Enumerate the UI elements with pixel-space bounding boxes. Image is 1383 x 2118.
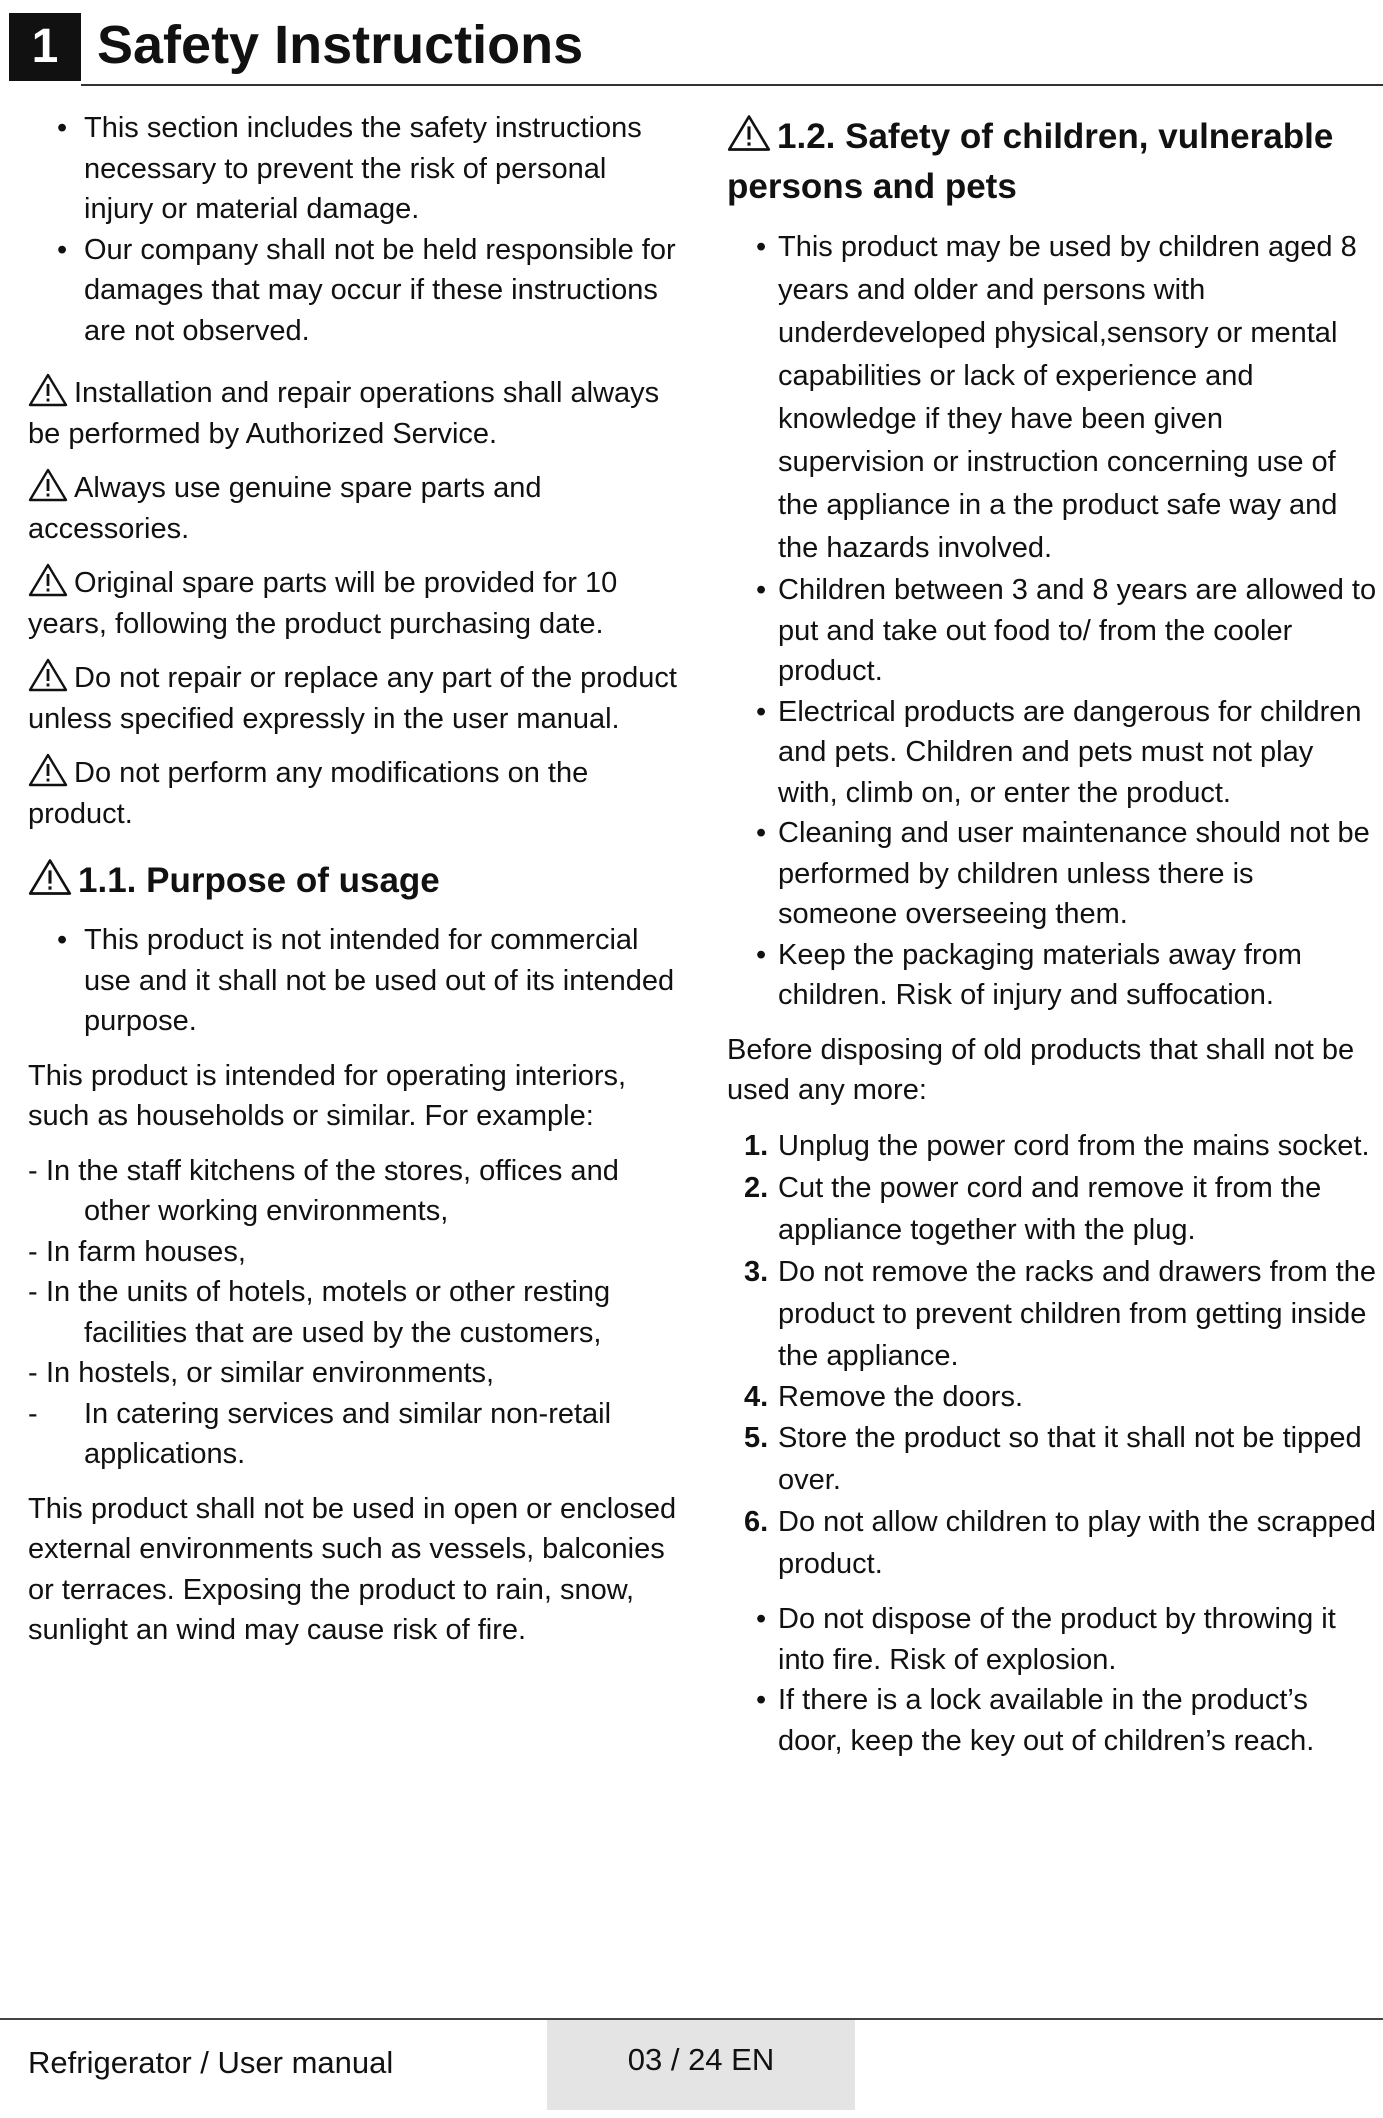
example-item: - In catering services and similar non-retail applications. — [28, 1397, 612, 1470]
children-bullet: • Electrical products are dangerous for children and pets. Children and pets must not play with, climb on, or enter the product. — [756, 695, 1362, 809]
header-rule — [81, 84, 1383, 86]
warning-note: Do not perform any modifications on the product. — [28, 753, 678, 834]
disposal-step: 2. Cut the power cord and remove it from the appliance together with the plug. — [744, 1171, 1322, 1246]
warning-note: Installation and repair operations shall always be performed by Authorized Service. — [28, 373, 678, 454]
disposal-step: 5. Store the product so that it shall not be tipped over. — [744, 1422, 1362, 1496]
final-bullet: • If there is a lock available in the product’s door, keep the key out of children’s reach. — [756, 1684, 1315, 1757]
warning-icon — [28, 858, 72, 896]
left-column — [28, 108, 678, 1651]
disposal-step: 4. Remove the doors. — [744, 1380, 1024, 1413]
warning-icon — [28, 563, 68, 597]
final-bullet: • Do not dispose of the product by throwing it into fire. Risk of explosion. — [756, 1603, 1336, 1676]
disposal-step: 1. Unplug the power cord from the mains socket. — [744, 1129, 1370, 1162]
external-text: This product shall not be used in open or enclosed external environments such as vessels, balconies or terraces. Exposing the product to rain, snow, sunlight an wind may cause risk of fire. — [28, 1492, 677, 1646]
warning-note: Always use genuine spare parts and accessories. — [28, 468, 678, 549]
example-item: - In the units of hotels, motels or other resting facilities that are used by the customers, — [28, 1276, 611, 1349]
children-bullet: • Children between 3 and 8 years are allowed to put and take out food to/ from the cooler product. — [756, 574, 1377, 687]
children-heading: 1.2. Safety of children, vulnerable persons and pets — [727, 112, 1377, 212]
right-column — [727, 108, 1377, 1761]
children-bullet: • This product may be used by children aged 8 years and older and persons with underdeveloped physical,sensory or mental capabilities or lack of experience and knowledge if they have been given supervision or instruction concerning use of the appliance in a the product safe way and the hazards involved. — [756, 231, 1357, 564]
disposal-step: 6. Do not allow children to play with the scrapped product. — [744, 1506, 1377, 1580]
warning-note: Original spare parts will be provided for 10 years, following the product purchasing date. — [28, 563, 678, 644]
interiors-text: This product is intended for operating interiors, such as households or similar. For example: — [28, 1059, 627, 1132]
section-title: Safety Instructions — [97, 15, 584, 75]
children-bullet: • Cleaning and user maintenance should not be performed by children unless there is someone overseeing them. — [756, 817, 1370, 930]
footer-document-title: Refrigerator / User manual — [28, 2045, 394, 2080]
disposal-step: 3. Do not remove the racks and drawers from the product to prevent children from getting inside the appliance. — [744, 1255, 1376, 1372]
intro-bullet: • This section includes the safety instructions necessary to prevent the risk of personal injury or material damage. — [57, 112, 642, 225]
example-item: - In farm houses, — [28, 1235, 246, 1268]
intro-bullet: • Our company shall not be held responsible for damages that may occur if these instructions are not observed. — [57, 233, 676, 347]
warning-note: Do not repair or replace any part of the product unless specified expressly in the user manual. — [28, 658, 678, 739]
warning-icon — [28, 658, 68, 692]
section-header — [9, 9, 1383, 79]
children-bullet: • Keep the packaging materials away from children. Risk of injury and suffocation. — [756, 938, 1302, 1011]
example-item: - In the staff kitchens of the stores, offices and other working environments, — [28, 1154, 619, 1227]
section-number: 1 — [9, 13, 81, 81]
footer-page-number: 03 / 24 EN — [547, 2020, 855, 2110]
warning-icon — [28, 373, 68, 407]
disposal-intro: Before disposing of old products that shall not be used any more: — [727, 1033, 1355, 1106]
warning-icon — [727, 114, 771, 152]
purpose-bullet: • This product is not intended for commercial use and it shall not be used out of its intended purpose. — [57, 924, 675, 1037]
purpose-heading: 1.1. Purpose of usage — [28, 856, 678, 906]
warning-icon — [28, 753, 68, 787]
warning-icon — [28, 468, 68, 502]
example-item: - In hostels, or similar environments, — [28, 1357, 495, 1389]
